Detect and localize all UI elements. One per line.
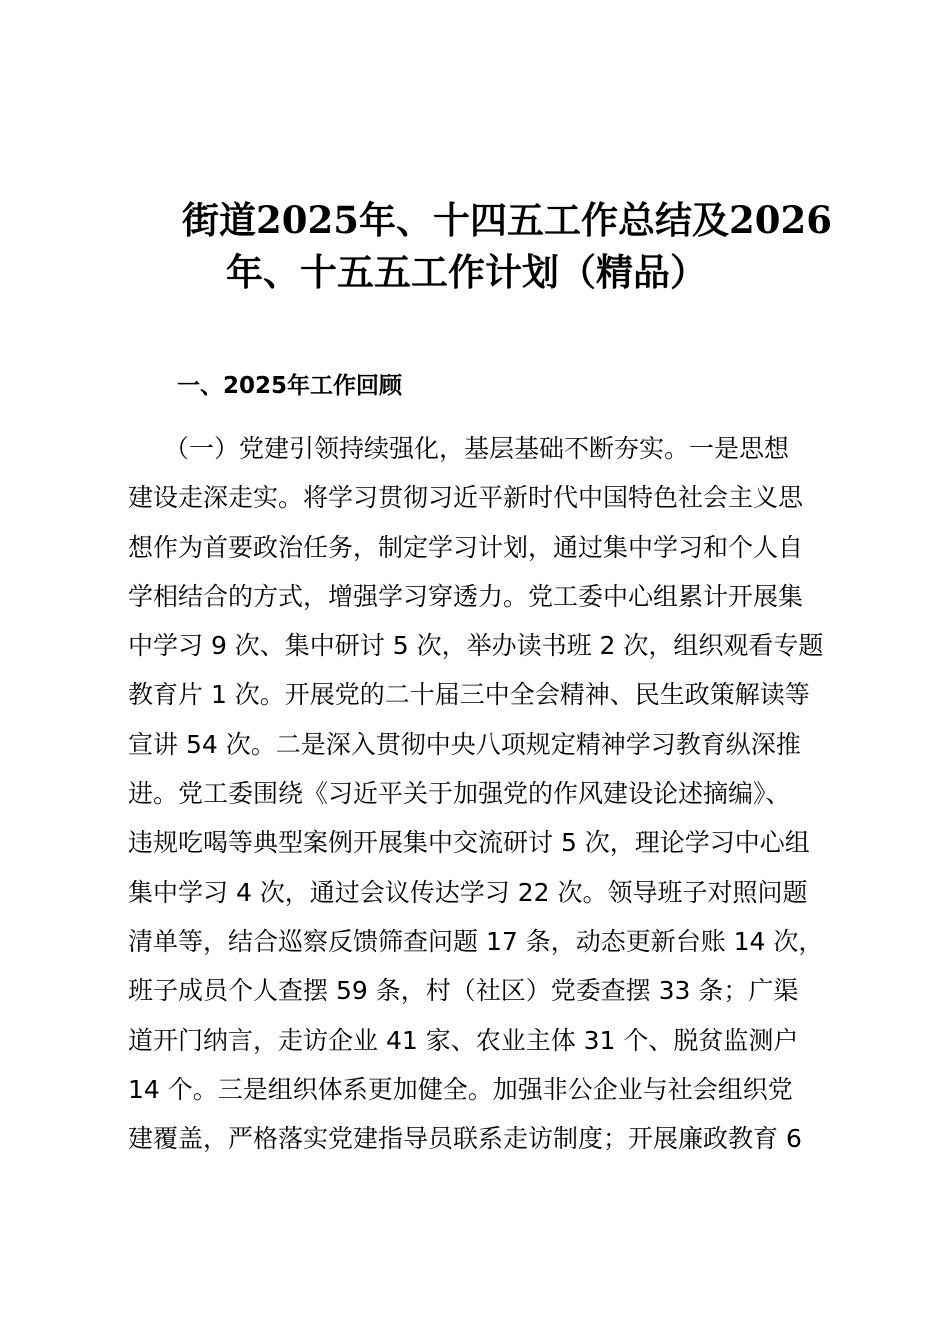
paragraph-line: 14 个。三是组织体系更加健全。加强非公企业与社会组织党 (128, 1074, 793, 1104)
paragraph-line: 教育片 1 次。开展党的二十届三中全会精神、民生政策解读等 (128, 680, 810, 710)
section-heading: 一、2025年工作回顾 (177, 373, 403, 399)
paragraph-line: 道开门纳言，走访企业 41 家、农业主体 31 个、脱贫监测户 (128, 1025, 799, 1055)
paragraph-line: 中学习 9 次、集中研讨 5 次，举办读书班 2 次，组织观看专题 (128, 631, 824, 661)
paragraph-line: 违规吃喝等典型案例开展集中交流研讨 5 次，理论学习中心组 (128, 828, 810, 858)
paragraph-line: 建覆盖，严格落实党建指导员联系走访制度；开展廉政教育 6 (128, 1124, 802, 1154)
paragraph-line: 宣讲 54 次。二是深入贯彻中央八项规定精神学习教育纵深推 (128, 729, 801, 759)
paragraph-line: 清单等，结合巡察反馈筛查问题 17 条，动态更新台账 14 次， (128, 926, 824, 956)
paragraph-line: 建设走深走实。将学习贯彻习近平新时代中国特色社会主义思 (128, 483, 804, 513)
title-line-2: 年、十五五工作计划（精品） (226, 250, 707, 294)
paragraph-line: 学相结合的方式，增强学习穿透力。党工委中心组累计开展集 (128, 581, 804, 611)
paragraph-line: 班子成员个人查摆 59 条，村（社区）党委查摆 33 条；广渠 (128, 976, 799, 1006)
paragraph-line: 进。党工委围绕《习近平关于加强党的作风建设论述摘编》、 (128, 779, 791, 809)
title-line-1: 街道2025年、十四五工作总结及2026 (182, 198, 832, 242)
paragraph-line: 想作为首要政治任务，制定学习计划，通过集中学习和个人自 (128, 532, 804, 562)
document-title (140, 194, 860, 298)
body-paragraph (128, 424, 828, 1163)
paragraph-line: 集中学习 4 次，通过会议传达学习 22 次。领导班子对照问题 (128, 877, 808, 907)
paragraph-line: （一）党建引领持续强化，基层基础不断夯实。一是思想 (164, 434, 790, 463)
